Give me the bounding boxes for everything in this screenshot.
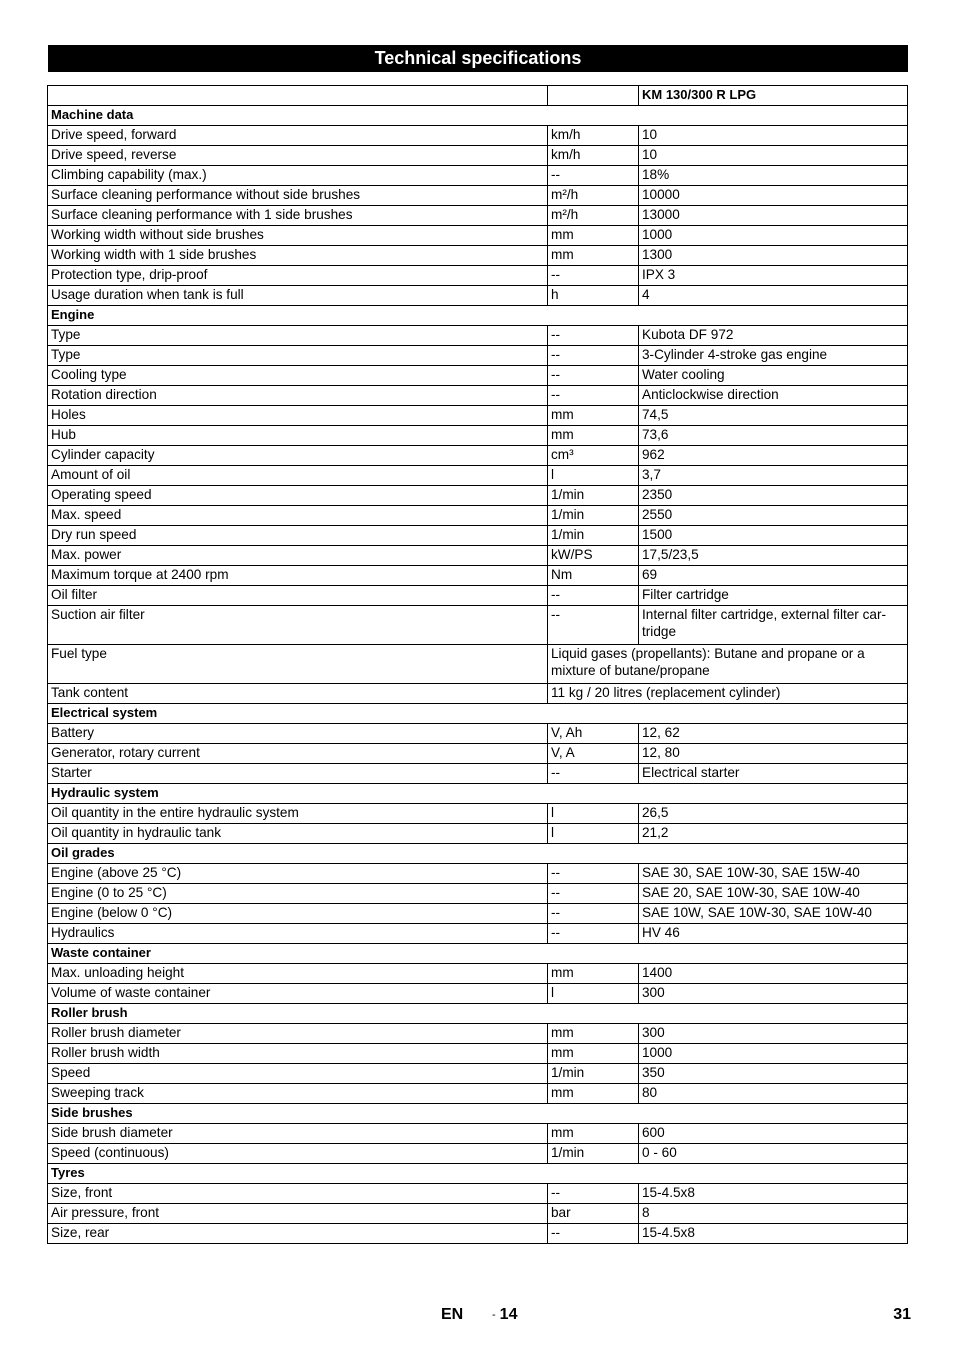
spec-label: Max. unloading height xyxy=(48,964,548,984)
section-page-ref xyxy=(492,1306,517,1324)
spec-unit: -- xyxy=(548,166,639,186)
table-row xyxy=(48,1084,908,1104)
spec-unit: V, Ah xyxy=(548,724,639,744)
spec-value: SAE 20, SAE 10W-30, SAE 10W-40 xyxy=(639,884,908,904)
table-row xyxy=(48,924,908,944)
spec-value: SAE 30, SAE 10W-30, SAE 15W-40 xyxy=(639,864,908,884)
table-row xyxy=(48,266,908,286)
spec-label: Holes xyxy=(48,406,548,426)
spec-unit: -- xyxy=(548,1184,639,1204)
table-row xyxy=(48,366,908,386)
section-title: Engine xyxy=(48,306,908,326)
spec-label: Air pressure, front xyxy=(48,1204,548,1224)
table-row xyxy=(48,1064,908,1084)
table-row xyxy=(48,126,908,146)
table-row xyxy=(48,546,908,566)
spec-value: 350 xyxy=(639,1064,908,1084)
section-header-row xyxy=(48,944,908,964)
table-row xyxy=(48,166,908,186)
spec-unit: -- xyxy=(548,884,639,904)
spec-value: Anticlockwise direction xyxy=(639,386,908,406)
spec-unit: l xyxy=(548,824,639,844)
spec-unit: -- xyxy=(548,366,639,386)
spec-unit: m²/h xyxy=(548,186,639,206)
spec-label: Engine (below 0 °C) xyxy=(48,904,548,924)
spec-label: Type xyxy=(48,326,548,346)
spec-unit: kW/PS xyxy=(548,546,639,566)
table-row xyxy=(48,606,908,645)
table-row xyxy=(48,1144,908,1164)
spec-value: 2350 xyxy=(639,486,908,506)
table-row xyxy=(48,764,908,784)
spec-unit: -- xyxy=(548,326,639,346)
spec-unit: mm xyxy=(548,406,639,426)
spec-label: Roller brush width xyxy=(48,1044,548,1064)
section-title: Oil grades xyxy=(48,844,908,864)
spec-label: Size, rear xyxy=(48,1224,548,1244)
spec-value: 13000 xyxy=(639,206,908,226)
header-empty-cell xyxy=(48,86,548,106)
spec-value: 1000 xyxy=(639,226,908,246)
spec-value: 73,6 xyxy=(639,426,908,446)
spec-value: 10 xyxy=(639,126,908,146)
spec-label: Starter xyxy=(48,764,548,784)
spec-label: Drive speed, forward xyxy=(48,126,548,146)
spec-unit: -- xyxy=(548,904,639,924)
spec-value: 300 xyxy=(639,1024,908,1044)
spec-label: Working width with 1 side brushes xyxy=(48,246,548,266)
section-title: Electrical system xyxy=(48,704,908,724)
spec-value: Filter cartridge xyxy=(639,586,908,606)
table-row xyxy=(48,744,908,764)
spec-label: Size, front xyxy=(48,1184,548,1204)
section-header-row xyxy=(48,106,908,126)
spec-value: Water cooling xyxy=(639,366,908,386)
spec-unit: mm xyxy=(548,964,639,984)
spec-unit: -- xyxy=(548,924,639,944)
section-header-row xyxy=(48,1004,908,1024)
spec-unit: -- xyxy=(548,764,639,784)
spec-unit: 1/min xyxy=(548,486,639,506)
table-row xyxy=(48,804,908,824)
spec-value: 10 xyxy=(639,146,908,166)
section-title: Side brushes xyxy=(48,1104,908,1124)
spec-unit: -- xyxy=(548,586,639,606)
spec-unit: 1/min xyxy=(548,1064,639,1084)
spec-label: Side brush diameter xyxy=(48,1124,548,1144)
spec-unit: mm xyxy=(548,246,639,266)
spec-value: 21,2 xyxy=(639,824,908,844)
spec-label: Tank content xyxy=(48,684,548,704)
spec-unit: -- xyxy=(548,386,639,406)
spec-value: 18% xyxy=(639,166,908,186)
spec-unit: km/h xyxy=(548,126,639,146)
spec-unit: l xyxy=(548,466,639,486)
page-ref-dash: - xyxy=(492,1309,496,1321)
table-row xyxy=(48,586,908,606)
section-title: Machine data xyxy=(48,106,908,126)
spec-label: Climbing capability (max.) xyxy=(48,166,548,186)
table-row xyxy=(48,226,908,246)
header-unit-cell xyxy=(548,86,639,106)
section-title: Tyres xyxy=(48,1164,908,1184)
spec-label: Cylinder capacity xyxy=(48,446,548,466)
spec-label: Fuel type xyxy=(48,645,548,684)
spec-label: Usage duration when tank is full xyxy=(48,286,548,306)
table-row xyxy=(48,326,908,346)
spec-label: Engine (0 to 25 °C) xyxy=(48,884,548,904)
spec-label: Generator, rotary current xyxy=(48,744,548,764)
spec-label: Amount of oil xyxy=(48,466,548,486)
table-row xyxy=(48,864,908,884)
spec-value: 1400 xyxy=(639,964,908,984)
spec-label: Drive speed, reverse xyxy=(48,146,548,166)
table-row xyxy=(48,486,908,506)
table-row xyxy=(48,824,908,844)
spec-label: Cooling type xyxy=(48,366,548,386)
table-row xyxy=(48,246,908,266)
table-row xyxy=(48,1044,908,1064)
table-row xyxy=(48,506,908,526)
spec-value: 15-4.5x8 xyxy=(639,1224,908,1244)
spec-unit: 1/min xyxy=(548,506,639,526)
spec-label: Surface cleaning performance with 1 side brushes xyxy=(48,206,548,226)
spec-value: 3-Cylinder 4-stroke gas engine xyxy=(639,346,908,366)
table-header-row xyxy=(48,86,908,106)
spec-unit: km/h xyxy=(548,146,639,166)
table-row xyxy=(48,426,908,446)
spec-unit: l xyxy=(548,984,639,1004)
table-row xyxy=(48,186,908,206)
table-row xyxy=(48,904,908,924)
spec-value: Electrical starter xyxy=(639,764,908,784)
spec-label: Oil filter xyxy=(48,586,548,606)
spec-label: Operating speed xyxy=(48,486,548,506)
spec-value: 17,5/23,5 xyxy=(639,546,908,566)
table-row xyxy=(48,526,908,546)
model-name: KM 130/300 R LPG xyxy=(639,86,908,106)
spec-value: 300 xyxy=(639,984,908,1004)
table-row xyxy=(48,1024,908,1044)
language-code: EN xyxy=(441,1306,464,1323)
spec-value: 80 xyxy=(639,1084,908,1104)
specs-table-body xyxy=(48,86,908,1244)
spec-label: Hub xyxy=(48,426,548,446)
spec-unit: cm³ xyxy=(548,446,639,466)
table-row xyxy=(48,206,908,226)
table-row xyxy=(48,884,908,904)
spec-label: Surface cleaning performance without side brushes xyxy=(48,186,548,206)
spec-value: SAE 10W, SAE 10W-30, SAE 10W-40 xyxy=(639,904,908,924)
section-header-row xyxy=(48,1164,908,1184)
spec-unit: mm xyxy=(548,226,639,246)
spec-label: Rotation direction xyxy=(48,386,548,406)
spec-unit: Nm xyxy=(548,566,639,586)
page-number: 31 xyxy=(893,1306,911,1323)
spec-label: Working width without side brushes xyxy=(48,226,548,246)
section-page-number: 14 xyxy=(499,1306,518,1323)
table-row xyxy=(48,386,908,406)
table-row xyxy=(48,684,908,704)
table-row xyxy=(48,446,908,466)
page-title: Technical specifications xyxy=(48,45,908,72)
spec-value: 962 xyxy=(639,446,908,466)
spec-value: 1300 xyxy=(639,246,908,266)
spec-value: 0 - 60 xyxy=(639,1144,908,1164)
table-row xyxy=(48,1224,908,1244)
spec-value: 1500 xyxy=(639,526,908,546)
spec-label: Dry run speed xyxy=(48,526,548,546)
section-title: Hydraulic system xyxy=(48,784,908,804)
spec-value: 15-4.5x8 xyxy=(639,1184,908,1204)
spec-value: 2550 xyxy=(639,506,908,526)
spec-unit: -- xyxy=(548,1224,639,1244)
spec-unit: -- xyxy=(548,266,639,286)
spec-value: 600 xyxy=(639,1124,908,1144)
table-row xyxy=(48,1204,908,1224)
table-row xyxy=(48,406,908,426)
spec-unit: bar xyxy=(548,1204,639,1224)
section-header-row xyxy=(48,1104,908,1124)
table-row xyxy=(48,1124,908,1144)
section-header-row xyxy=(48,844,908,864)
spec-label: Maximum torque at 2400 rpm xyxy=(48,566,548,586)
spec-label: Speed (continuous) xyxy=(48,1144,548,1164)
spec-unit: V, A xyxy=(548,744,639,764)
table-row xyxy=(48,724,908,744)
spec-value: 10000 xyxy=(639,186,908,206)
spec-unit: 1/min xyxy=(548,526,639,546)
table-row xyxy=(48,566,908,586)
spec-unit: mm xyxy=(548,1084,639,1104)
spec-unit: mm xyxy=(548,426,639,446)
spec-unit: mm xyxy=(548,1044,639,1064)
spec-value: 74,5 xyxy=(639,406,908,426)
table-row xyxy=(48,346,908,366)
specs-table xyxy=(47,85,908,1244)
spec-value: Internal filter cartridge, external filter car-tridge xyxy=(639,606,908,645)
spec-unit: 1/min xyxy=(548,1144,639,1164)
spec-unit: mm xyxy=(548,1124,639,1144)
spec-label: Protection type, drip-proof xyxy=(48,266,548,286)
section-header-row xyxy=(48,704,908,724)
spec-value: 4 xyxy=(639,286,908,306)
section-header-row xyxy=(48,306,908,326)
spec-unit: mm xyxy=(548,1024,639,1044)
spec-value: 8 xyxy=(639,1204,908,1224)
table-row xyxy=(48,466,908,486)
spec-value: 3,7 xyxy=(639,466,908,486)
spec-label: Hydraulics xyxy=(48,924,548,944)
spec-label: Suction air filter xyxy=(48,606,548,645)
spec-unit: m²/h xyxy=(548,206,639,226)
spec-label: Sweeping track xyxy=(48,1084,548,1104)
spec-value: 69 xyxy=(639,566,908,586)
spec-label: Speed xyxy=(48,1064,548,1084)
table-row xyxy=(48,286,908,306)
spec-label: Engine (above 25 °C) xyxy=(48,864,548,884)
section-title: Waste container xyxy=(48,944,908,964)
spec-value: HV 46 xyxy=(639,924,908,944)
spec-unit: -- xyxy=(548,864,639,884)
spec-label: Battery xyxy=(48,724,548,744)
spec-value: Liquid gases (propellants): Butane and propane or a mixture of butane/propane xyxy=(548,645,908,684)
table-row xyxy=(48,964,908,984)
spec-label: Oil quantity in hydraulic tank xyxy=(48,824,548,844)
spec-value: Kubota DF 972 xyxy=(639,326,908,346)
table-row xyxy=(48,984,908,1004)
table-row xyxy=(48,1184,908,1204)
spec-label: Oil quantity in the entire hydraulic system xyxy=(48,804,548,824)
spec-unit: l xyxy=(548,804,639,824)
spec-value: 12, 62 xyxy=(639,724,908,744)
spec-value: IPX 3 xyxy=(639,266,908,286)
spec-label: Max. speed xyxy=(48,506,548,526)
spec-value: 1000 xyxy=(639,1044,908,1064)
spec-unit: h xyxy=(548,286,639,306)
spec-unit: -- xyxy=(548,606,639,645)
section-title: Roller brush xyxy=(48,1004,908,1024)
spec-label: Roller brush diameter xyxy=(48,1024,548,1044)
spec-value: 11 kg / 20 litres (replacement cylinder) xyxy=(548,684,908,704)
spec-unit: -- xyxy=(548,346,639,366)
section-header-row xyxy=(48,784,908,804)
spec-value: 12, 80 xyxy=(639,744,908,764)
spec-label: Volume of waste container xyxy=(48,984,548,1004)
spec-label: Max. power xyxy=(48,546,548,566)
spec-label: Type xyxy=(48,346,548,366)
table-row xyxy=(48,146,908,166)
spec-value: 26,5 xyxy=(639,804,908,824)
table-row xyxy=(48,645,908,684)
